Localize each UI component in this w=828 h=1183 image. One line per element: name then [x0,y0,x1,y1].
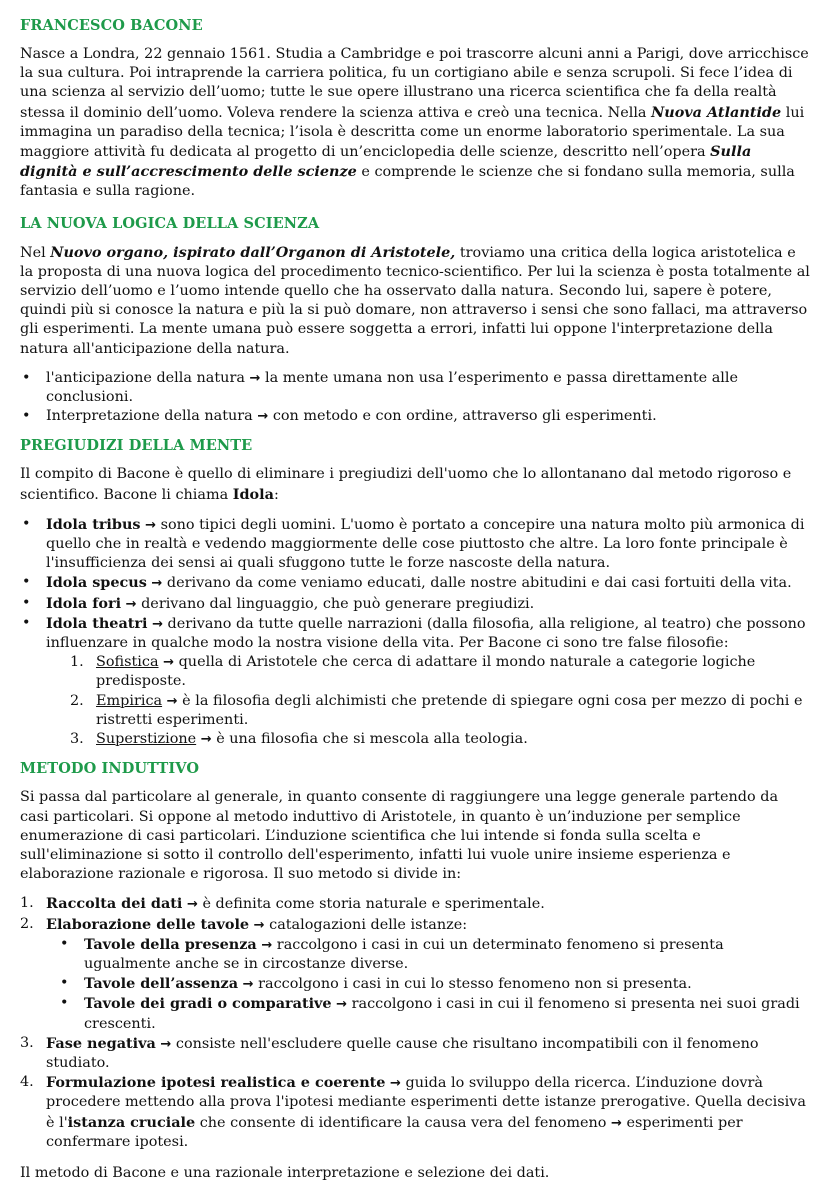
list-item [20,935,810,974]
list-item [20,369,810,407]
item-term: Tavole dei gradi o comparative [84,995,332,1013]
list-item [20,1034,810,1073]
item-term: Interpretazione della natura [46,408,253,425]
item-text: la mente umana non usa l’esperimento e passa direttamente alle conclusioni. [46,369,739,406]
arrow-icon: → [261,937,273,953]
item-number: 2. [20,915,34,932]
item-term: l'anticipazione della natura [46,369,245,386]
arrow-icon: → [253,917,265,933]
item-text: raccolgono i casi in cui un determinato fenomeno si presenta ugualmente anche se in circostanze diverse. [84,936,724,972]
text-run: Nel [20,244,51,261]
list-item [20,653,810,691]
item-text: derivano da come veniamo educati, dalle nostre abitudini e dai casi fortuiti della vita. [162,575,792,592]
item-term: Idola theatri [46,614,148,632]
paragraph-biography [20,45,810,202]
work-title-nuova-atlantide: Nuova Atlantide [651,103,782,121]
numbered-list-steps [20,894,810,1152]
list-item [20,974,810,994]
list-item [20,594,810,614]
term-istanza-cruciale: istanza cruciale [67,1113,196,1131]
numbered-list-filosofie [20,653,810,749]
list-item [20,515,810,574]
arrow-icon: → [249,370,261,386]
list-item [20,915,810,935]
paragraph-closing: Il metodo di Bacone e una razionale interpretazione e selezione dei dati. [20,1164,550,1181]
item-term: Raccolta dei dati [46,895,183,913]
item-text: raccolgono i casi in cui il fenomeno si presenta nei suoi gradi crescenti. [84,996,800,1032]
arrow-icon: → [336,997,348,1013]
bullet-list-natura [20,369,810,427]
item-number: 3. [70,731,84,748]
section-title-nuova-logica: LA NUOVA LOGICA DELLA SCIENZA [20,214,320,232]
list-item [20,994,810,1033]
arrow-icon: → [160,1036,172,1052]
list-item [20,894,810,914]
list-item [20,730,810,749]
item-term: Tavole della presenza [84,935,257,953]
item-number: 1. [70,654,84,671]
item-term: Idola tribus [46,515,141,533]
item-text: quella di Aristotele che cerca di adattare il mondo naturale a categorie logiche predisposte. [96,654,756,690]
term-idola: Idola [232,485,274,503]
arrow-icon: → [151,576,163,592]
item-text: consiste nell'escludere quelle cause che risultano incompatibili con il fenomeno studiato. [46,1035,759,1071]
paragraph-metodo: Si passa dal particolare al generale, in quanto consente di raggiungere una legge generale partendo da casi particolari. Si oppone al metodo induttivo di Aristotele, in quanto è un’induzione per semplice enumerazione di casi particolari. L’induzione scientifica che lui intende si fonda sulla scelta e sull'eliminazione si sotto il controllo dell'esperimento, infatti lui vuole unire insieme esperienza e elaborazione razionale e rigorosa. Il suo metodo si divide in: [20,789,779,883]
item-term: Fase negativa [46,1034,156,1052]
text-run: lui immagina un paradiso della tecnica; l’isola è descritta come un enorme laboratorio sperimentale. La sua maggiore attività fu dedicata al progetto di un’enciclopedia delle scienze, descritto nell’opera [20,104,805,161]
item-term: Formulazione ipotesi realistica e coerente [46,1074,386,1092]
item-text: guida lo sviluppo della ricerca. L’induzione dovrà procedere mettendo alla prova l'ipotesi mediante esperimenti dette istanze prerogative. Quella decisiva è l' [46,1075,806,1131]
item-text: catalogazioni delle istanze: [264,916,468,933]
work-title-dignita-scienze: Sulla dignità e sull’accrescimento delle scienze [20,143,752,181]
item-term: Tavole dell’assenza [84,975,239,993]
paragraph-nuova-logica [20,243,810,359]
list-item [20,407,810,426]
arrow-icon: → [611,1115,622,1131]
arrow-icon: → [125,596,137,612]
item-text: esperimenti per confermare ipotesi. [46,1114,743,1150]
paragraph-pregiudizi [20,465,810,504]
item-text: è definita come storia naturale e sperimentale. [197,896,545,913]
item-text: sono tipici degli uomini. L'uomo è portato a concepire una natura molto più armonica di quello che in realtà e vedendo maggiormente delle cose piuttosto che altre. La loro fonte principale è l'insufficienza dei sensi ai quali sfuggono tutte le forze nascoste della natura. [46,516,805,572]
list-item [20,614,810,653]
item-number: 2. [70,692,84,709]
item-text: derivano da tutte quelle narrazioni (dalla filosofia, alla religione, al teatro) che possono influenzare in qualche modo la nostra visione della vita. Per Bacone ci sono tre false filosofie: [46,615,806,652]
arrow-icon: → [152,616,163,632]
item-term: Superstizione [96,731,197,748]
item-number: 1. [20,895,34,912]
item-text: derivano dal linguaggio, che può generare pregiudizi. [136,595,535,612]
text-run: Il compito di Bacone è quello di eliminare i pregiudizi dell'uomo che lo allontanano dal metodo rigoroso e scientifico. Bacone li chiama [20,466,792,503]
item-term: Idola fori [46,594,122,612]
item-text: raccolgono i casi in cui lo stesso fenomeno non si presenta. [253,976,692,993]
item-term: Idola specus [46,574,147,592]
section-title-francesco-bacone: FRANCESCO BACONE [20,17,203,34]
list-item [20,573,810,593]
arrow-icon: → [186,897,198,913]
item-term: Sofistica [96,654,159,671]
item-text: che consente di identificare la causa vera del fenomeno [195,1114,611,1131]
section-title-pregiudizi: PREGIUDIZI DELLA MENTE [20,437,253,455]
bullet-list-idola [20,515,810,653]
work-title-nuovo-organo: Nuovo organo, ispirato dall’Organon di Aristotele, [50,243,456,261]
item-number: 3. [20,1034,34,1051]
item-number: 4. [20,1074,34,1091]
arrow-icon: → [166,693,178,709]
item-text: con metodo e con ordine, attraverso gli esperimenti. [268,408,657,425]
arrow-icon: → [163,655,175,671]
list-item [20,692,810,730]
list-item [20,1073,810,1152]
text-run: troviamo una critica della logica aristotelica e la proposta di una nuova logica del procedimento tecnico-scientifico. Per lui la scienza è posta totalmente al servizio dell’uomo e l’uomo intende quello che ha osservato dalla natura. Secondo lui, sapere è potere, quindi più si conosce la natura e più la si può domare, non attraverso i sensi che sono fallaci, ma attraverso gli esperimenti. La mente umana può essere soggetta a errori, infatti lui oppone l'interpretazione della natura all'anticipazione della natura. [20,244,810,357]
section-title-metodo-induttivo: METODO INDUTTIVO [20,760,200,778]
item-text: è la filosofia degli alchimisti che pretende di spiegare ogni cosa per mezzo di pochi e ristretti esperimenti. [96,692,803,728]
arrow-icon: → [145,517,157,533]
arrow-icon: → [390,1076,401,1092]
text-run: Nasce a Londra, 22 gennaio 1561. Studia a Cambridge e poi trascorre alcuni anni a Parigi, dove arricchisce la sua cultura. Poi intraprende la carriera politica, fu un cortigiano abile e senza scrupoli. Si fece l’idea di una scienza al servizio dell’uomo; tutte le sue opere illustrano una ricerca scientifica che fa della realtà stessa il dominio dell’uomo. Voleva rendere la scienza attiva e creò una tecnica. Nella [20,46,809,121]
arrow-icon: → [257,409,269,425]
text-run: : [273,486,279,503]
item-term: Empirica [96,692,163,709]
text-run: e comprende le scienze che si fondano sulla memoria, sulla fantasia e sulla ragione. [20,164,795,200]
item-text: è una filosofia che si mescola alla teologia. [211,731,528,748]
item-term: Elaborazione delle tavole [46,915,250,933]
arrow-icon: → [242,977,254,993]
arrow-icon: → [200,732,212,748]
